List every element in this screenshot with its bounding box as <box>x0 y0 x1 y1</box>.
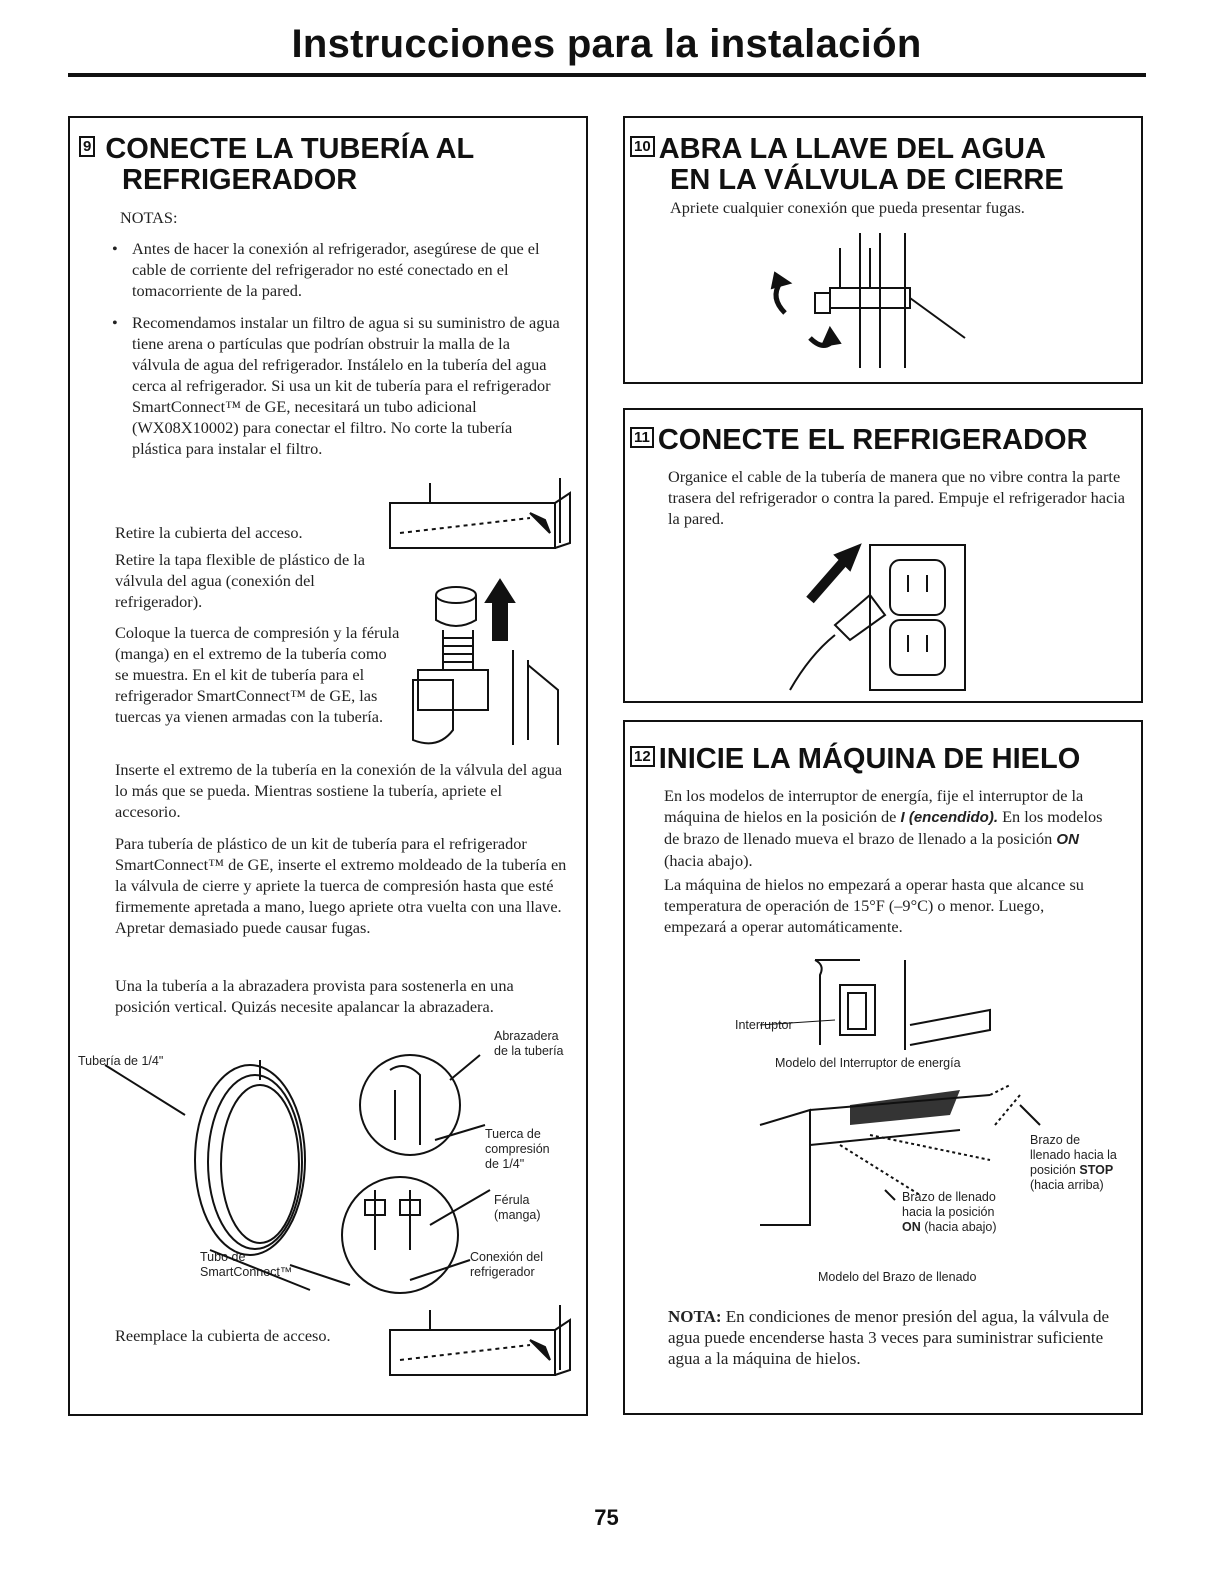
step-12-text-2: La máquina de hielos no empezará a operar hasta que alcance su temperatura de operación de 15°F (–9°C) o menor. Luego, empezará a operar automáticamente. <box>664 875 1084 936</box>
step-12-nota: NOTA: En condiciones de menor presión del agua, la válvula de agua puede encenderse hasta 3 veces para suministrar suficiente agua a la máquina de hielos. <box>668 1307 1110 1368</box>
step-11-number: 11 <box>630 427 654 448</box>
step-10-heading: 10 ABRA LA LLAVE DEL AGUA EN LA VÁLVULA DE CIERRE <box>630 134 1140 196</box>
label-tubo: Tubo de SmartConnect™ <box>200 1250 293 1279</box>
step-9-heading: 9 CONECTE LA TUBERÍA AL REFRIGERADOR <box>79 134 579 196</box>
on-label-bold: ON <box>902 1220 921 1234</box>
stop-bold: STOP <box>1079 1163 1114 1177</box>
step-9-p6: Una la tubería a la abrazadera provista para sostenerla en una posición vertical. Quizás necesite apalancar la abrazadera. <box>115 976 514 1016</box>
step-11-heading: 11 CONECTE EL REFRIGERADOR <box>630 425 1140 456</box>
tubing-clamp-illustration <box>90 1050 560 1300</box>
step-10-number: 10 <box>630 136 655 157</box>
label-modelo-interruptor: Modelo del Interruptor de energía <box>775 1056 961 1070</box>
step-9-p2: Retire la tapa flexible de plástico de la válvula del agua (conexión del refrigerador). <box>115 550 365 611</box>
step-12-number: 12 <box>630 746 655 767</box>
step-9-p1: Retire la cubierta del acceso. <box>115 523 303 542</box>
step-9-p4: Inserte el extremo de la tubería en la conexión de la válvula del agua lo más que se pueda. Mientras sostiene la tubería, apriete el accesorio. <box>115 760 563 821</box>
power-switch-illustration <box>760 955 990 1055</box>
label-modelo-brazo: Modelo del Brazo de llenado <box>818 1270 977 1284</box>
notes-label: NOTAS: <box>120 208 178 227</box>
label-abrazadera: Abrazadera de la tubería <box>494 1029 564 1058</box>
step-9-number: 9 <box>79 136 95 157</box>
step-12-heading: 12 INICIE LA MÁQUINA DE HIELO <box>630 744 1140 775</box>
on-bold: ON <box>1056 831 1079 848</box>
label-brazo-stop: Brazo de llenado hacia la posición STOP (hacia arriba) <box>1030 1133 1117 1192</box>
shutoff-valve-illustration <box>760 228 980 368</box>
label-conexion: Conexión del refrigerador <box>470 1250 543 1279</box>
label-brazo-on: Brazo de llenado hacia la posición ON (hacia abajo) <box>902 1190 997 1234</box>
step-9-p7: Reemplace la cubierta de acceso. <box>115 1326 331 1345</box>
title-rule <box>68 73 1146 77</box>
label-interruptor: Interruptor <box>735 1018 793 1032</box>
page-number: 75 <box>594 1505 619 1530</box>
step-11-text: Organice el cable de la tubería de manera que no vibre contra la parte trasera del refrigerador o contra la pared. Empuje el refrigerador hacia la pared. <box>668 467 1125 528</box>
label-tuberia: Tubería de 1/4" <box>78 1054 164 1068</box>
valve-cap-illustration <box>398 580 573 750</box>
note-bullet-2: • Recomendamos instalar un filtro de agua si su suministro de agua tiene arena o partículas que podrían obstruir la malla de la válvula de agua del refrigerador. Instálelo en la tubería del agua cerca al refrigerador. Si usa un kit de tubería para el refrigerador SmartConnect™ de GE, necesitará un tubo adicional (WX08X10002) para conectar el filtro. No corte la tubería plástica para instalar el filtro. <box>112 313 560 458</box>
step-12-text: En los modelos de interruptor de energía, fije el interruptor de la máquina de hielos en la posición de I (encendido). En los modelos de brazo de llenado mueva el brazo de llenado a la posición ON (hacia abajo). <box>664 786 1103 870</box>
access-cover-replace-illustration <box>380 1305 580 1385</box>
access-cover-illustration <box>380 478 580 558</box>
encendido-bold: I (encendido). <box>900 809 998 826</box>
power-outlet-illustration <box>790 540 980 695</box>
fill-arm-illustration <box>750 1085 1040 1230</box>
step-10-text: Apriete cualquier conexión que pueda presentar fugas. <box>670 198 1025 217</box>
step-9-p5: Para tubería de plástico de un kit de tubería para el refrigerador SmartConnect™ de GE, inserte el extremo moldeado de la tubería en la válvula de cierre y apriete la tuerca de compresión hasta que esté firmemente apretada a mano, luego apriete otra vuelta con una llave. Apretar demasiado puede causar fugas. <box>115 834 567 937</box>
note-bullet-1: • Antes de hacer la conexión al refrigerador, asegúrese de que el cable de corriente del refrigerador no esté conectado en el tomacorriente de la pared. <box>112 239 540 300</box>
step-9-p3: Coloque la tuerca de compresión y la férula (manga) en el extremo de la tubería como se muestra. En el kit de tubería para el refrigerador SmartConnect™ de GE, las tuercas ya vienen armadas con la tubería. <box>115 623 400 726</box>
label-ferula: Férula (manga) <box>494 1193 541 1222</box>
page-title: Instrucciones para la instalación <box>291 22 922 66</box>
label-tuerca: Tuerca de compresión de 1/4" <box>485 1127 550 1171</box>
